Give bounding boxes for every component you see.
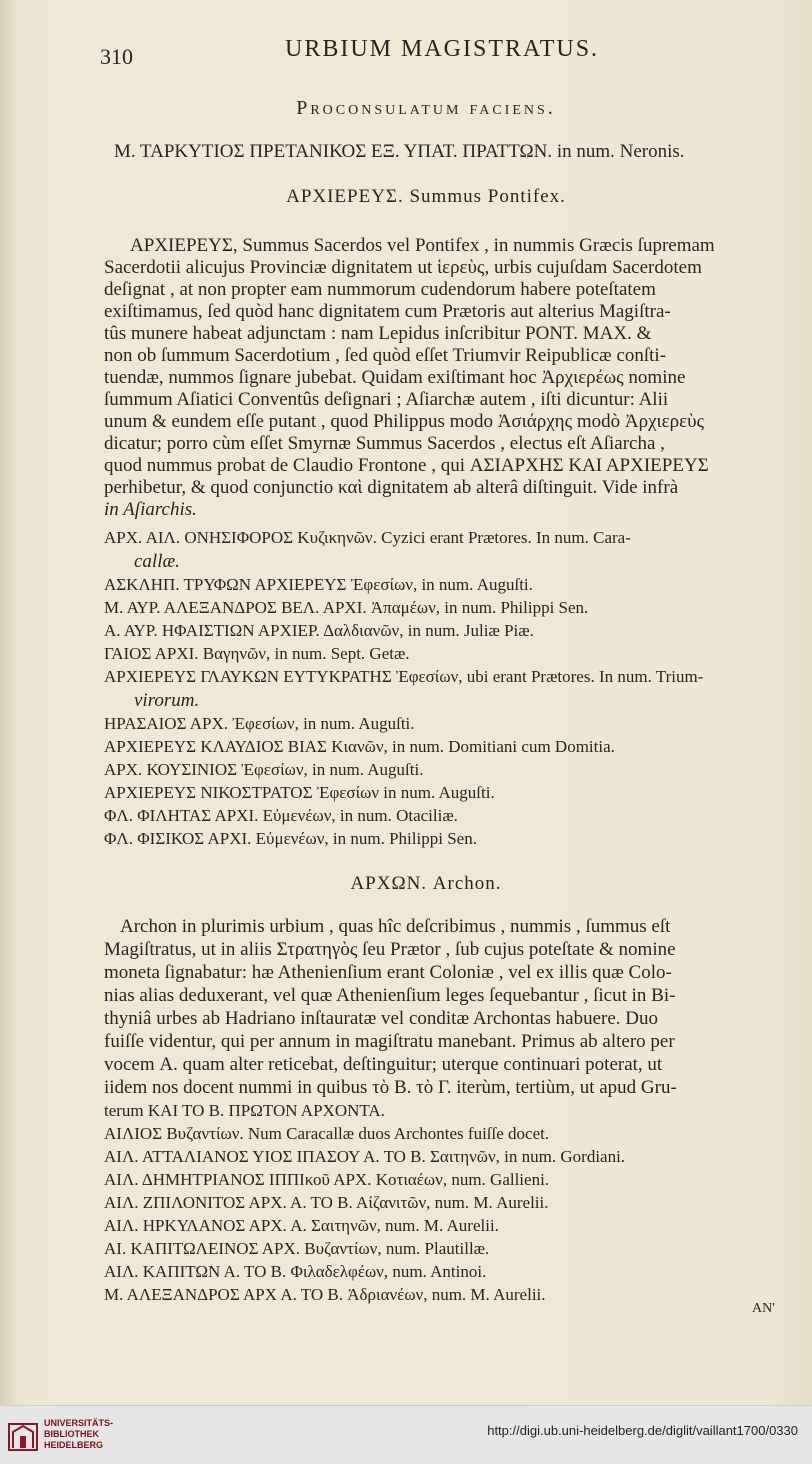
paragraph-line: nias alias deduxerant, vel quæ Athenienſium leges ſequebantur , ſicut in Bi- xyxy=(104,985,676,1006)
library-name-line: BIBLIOTHEK xyxy=(44,1429,99,1439)
coin-entry: ΓΑΙΟΣ ΑΡΧΙ. Βαγηνῶν, in num. Sept. Getæ. xyxy=(104,644,410,663)
page-number: 310 xyxy=(100,44,133,69)
coin-entry: ΑΡΧ. ΑΙΛ. ΟΝΗΣΙΦΟΡΟΣ Κυζικηνῶν. Cyzici erant Prætores. In num. Cara- xyxy=(104,528,631,547)
coin-entry: Μ. ΑΥΡ. ΑΛΕΞΑΝΔΡΟΣ ΒΕΛ. ΑΡΧΙ. Ἀπαμέων, in num. Philippi Sen. xyxy=(104,598,589,617)
coin-entry: ΑΡΧΙΕΡΕΥΣ ΓΛΑΥΚΩΝ ΕΥΤΥΚΡΑΤΗΣ Ἐφεσίων, ubi erant Prætores. In num. Trium- xyxy=(104,667,704,686)
coin-entry: ΦΛ. ΦΙΣΙΚΟΣ ΑΡΧΙ. Εὐμενέων, in num. Philippi Sen. xyxy=(104,829,477,848)
paragraph-line: fuiſſe videntur, qui per annum in magiſtratu manebant. Primus ab altero per xyxy=(104,1031,675,1052)
coin-entry: ΑΡΧ. ΚΟΥΣΙΝΙΟΣ Ἐφεσίων, in num. Auguſti. xyxy=(104,760,424,779)
section-title-archiereus: ΑΡΧΙΕΡΕΥΣ. Summus Pontifex. xyxy=(286,186,566,207)
running-head: URBIUM MAGISTRATUS. xyxy=(285,36,600,62)
section-title-archon: ΑΡΧΩΝ. Archon. xyxy=(350,873,502,894)
coin-entry: virorum. xyxy=(134,690,200,711)
coin-entry: ΑΙΛ. ΑΤΤΑΛΙΑΝΟΣ ΥΙΟΣ ΙΠΑΣΟΥ Α. ΤΟ Β. Σαιτηνῶν, in num. Gordiani. xyxy=(104,1147,626,1166)
source-url-link[interactable]: http://digi.ub.uni-heidelberg.de/diglit/vaillant1700/0330 xyxy=(487,1423,798,1438)
coin-entry: ΗΡΑΣΑΙΟΣ ΑΡΧ. Ἐφεσίων, in num. Auguſti. xyxy=(104,714,415,733)
coin-entry: ΑΡΧΙΕΡΕΥΣ ΚΛΑΥΔΙΟΣ ΒΙΑΣ Κιανῶν, in num. Domitiani cum Domitia. xyxy=(104,737,615,756)
paragraph-line: terum ΚΑΙ ΤΟ Β. ΠΡΩΤΟΝ ΑΡΧΟΝΤΑ. xyxy=(104,1101,385,1120)
coin-entry: callæ. xyxy=(134,551,180,572)
paragraph-line: perhibetur, & quod conjunctio καὶ dignitatem ab alterâ diſtinguit. Vide infrà xyxy=(104,477,679,498)
paragraph-line: exiſtimamus, ſed quòd hanc dignitatem cum Prætoris aut alterius Magiſtra- xyxy=(104,301,671,322)
paragraph-line: Magiſtratus, ut in aliis Στρατηγὸς ſeu Prætor , ſub cujus poteſtate & nomine xyxy=(104,939,676,960)
coin-entry: ΑΙΛ. ΗΡΚΥΛΑΝΟΣ ΑΡΧ. Α. Σαιτηνῶν, num. M. Aurelii. xyxy=(104,1216,499,1235)
coin-entry: Α. ΑΥΡ. ΗΦΑΙΣΤΙΩΝ ΑΡΧΙΕΡ. Δαλδιανῶν, in num. Juliæ Piæ. xyxy=(104,621,534,640)
coin-entry: Μ. ΑΛΕΞΑΝΔΡΟΣ ΑΡΧ Α. ΤΟ Β. Ἀδριανέων, num. M. Aurelii. xyxy=(104,1285,546,1304)
paragraph-line: iidem nos docent nummi in quibus τὸ Β. τὸ Γ. iterùm, tertiùm, ut apud Gru- xyxy=(104,1077,677,1098)
catchword: ΑΝ' xyxy=(752,1301,775,1316)
library-name-line: HEIDELBERG xyxy=(44,1440,104,1450)
coin-entry: ΑΡΧΙΕΡΕΥΣ ΝΙΚΟΣΤΡΑΤΟΣ Ἐφεσίων in num. Auguſti. xyxy=(104,783,495,802)
coin-entry: ΑΙΛ. ΚΑΠΙΤΩΝ Α. ΤΟ Β. Φιλαδελφέων, num. Antinoi. xyxy=(104,1262,487,1281)
proconsul-entry: Μ. ΤΑΡΚΥΤΙΟΣ ΠΡΕΤΑΝΙΚΟΣ ΕΞ. ΥΠΑΤ. ΠΡΑΤΤΩΝ. in num. Neronis. xyxy=(114,141,685,162)
paragraph-line: deſignat , at non propter eam nummorum cudendorum habere poteſtatem xyxy=(104,279,656,300)
coin-entry: ΦΛ. ΦΙΛΗΤΑΣ ΑΡΧΙ. Εὐμενέων, in num. Otaciliæ. xyxy=(104,806,458,825)
paragraph-line: non ob ſummum Sacerdotium , ſed quòd eſſet Triumvir Reipublicæ conſti- xyxy=(104,345,667,366)
section-title-proconsulatum: Proconsulatum faciens. xyxy=(296,97,556,119)
library-name-line: UNIVERSITÄTS- xyxy=(44,1418,114,1428)
paragraph-line: in Aſiarchis. xyxy=(104,499,197,520)
library-footer xyxy=(0,1405,812,1464)
university-library-logo-icon xyxy=(8,1418,38,1452)
paragraph-line: vocem Α. quam alter reticebat, deſtinguitur; uterque continuari poterat, ut xyxy=(104,1054,663,1075)
paragraph-line: Sacerdotii alicujus Provinciæ dignitatem ut ἱερεὺς, urbis cujuſdam Sacerdotem xyxy=(104,257,702,278)
paragraph-line: quod nummus probat de Claudio Frontone , qui ΑΣΙΑΡΧΗΣ ΚΑΙ ΑΡΧΙΕΡΕΥΣ xyxy=(104,455,709,476)
page-header xyxy=(100,36,800,76)
paragraph-line: dicatur; porro cùm eſſet Smyrnæ Summus Sacerdos , electus eſt Aſiarcha , xyxy=(104,433,665,454)
paragraph-line: tuendæ, nummos ſignare jubebat. Quidam exiſtimant hoc Ἀρχιερέως nomine xyxy=(104,367,686,388)
paragraph-line: ΑΡΧΙΕΡΕΥΣ, Summus Sacerdos vel Pontifex , in nummis Græcis ſupremam xyxy=(130,235,715,256)
coin-entry: ΑΙΛ. ΖΠΙΛΟΝΙΤΟΣ ΑΡΧ. Α. ΤΟ Β. Αἰζανιτῶν, num. M. Aurelii. xyxy=(104,1193,549,1212)
coin-entry: ΑΣΚΛΗΠ. ΤΡΥΦΩΝ ΑΡΧΙΕΡΕΥΣ Ἐφεσίων, in num. Auguſti. xyxy=(104,575,533,594)
paragraph-line: thyniâ urbes ab Hadriano inſtauratæ vel conditæ Archontas habuere. Duo xyxy=(104,1008,659,1029)
coin-entry: ΑΙ. ΚΑΠΙΤΩΛΕΙΝΟΣ ΑΡΧ. Βυζαντίων, num. Plautillæ. xyxy=(104,1239,490,1258)
coin-entry: ΑΙΛΙΟΣ Βυζαντίων. Num Caracallæ duos Archontes fuiſſe docet. xyxy=(104,1124,550,1143)
paragraph-line: Archon in plurimis urbium , quas hîc deſcribimus , nummis , ſummus eſt xyxy=(120,916,671,937)
paragraph-line: moneta ſignabatur: hæ Athenienſium erant Coloniæ , vel ex illis quæ Colo- xyxy=(104,962,672,983)
coin-entry: ΑΙΛ. ΔΗΜΗΤΡΙΑΝΟΣ ΙΠΠΙκοῦ ΑΡΧ. Κοτιαέων, num. Gallieni. xyxy=(104,1170,550,1189)
paragraph-line: ſummum Aſiatici Conventûs deſignari ; Aſiarchæ autem , iſti dicuntur: Alii xyxy=(104,389,669,410)
paragraph-line: tûs munere habeat adjunctam : nam Lepidus inſcribitur PONT. MAX. & xyxy=(104,323,652,344)
library-name xyxy=(44,1418,113,1451)
paragraph-line: unum & eundem eſſe putant , quod Philippus modo Ἀσιάρχης modò Ἀρχιερεὺς xyxy=(104,411,704,432)
